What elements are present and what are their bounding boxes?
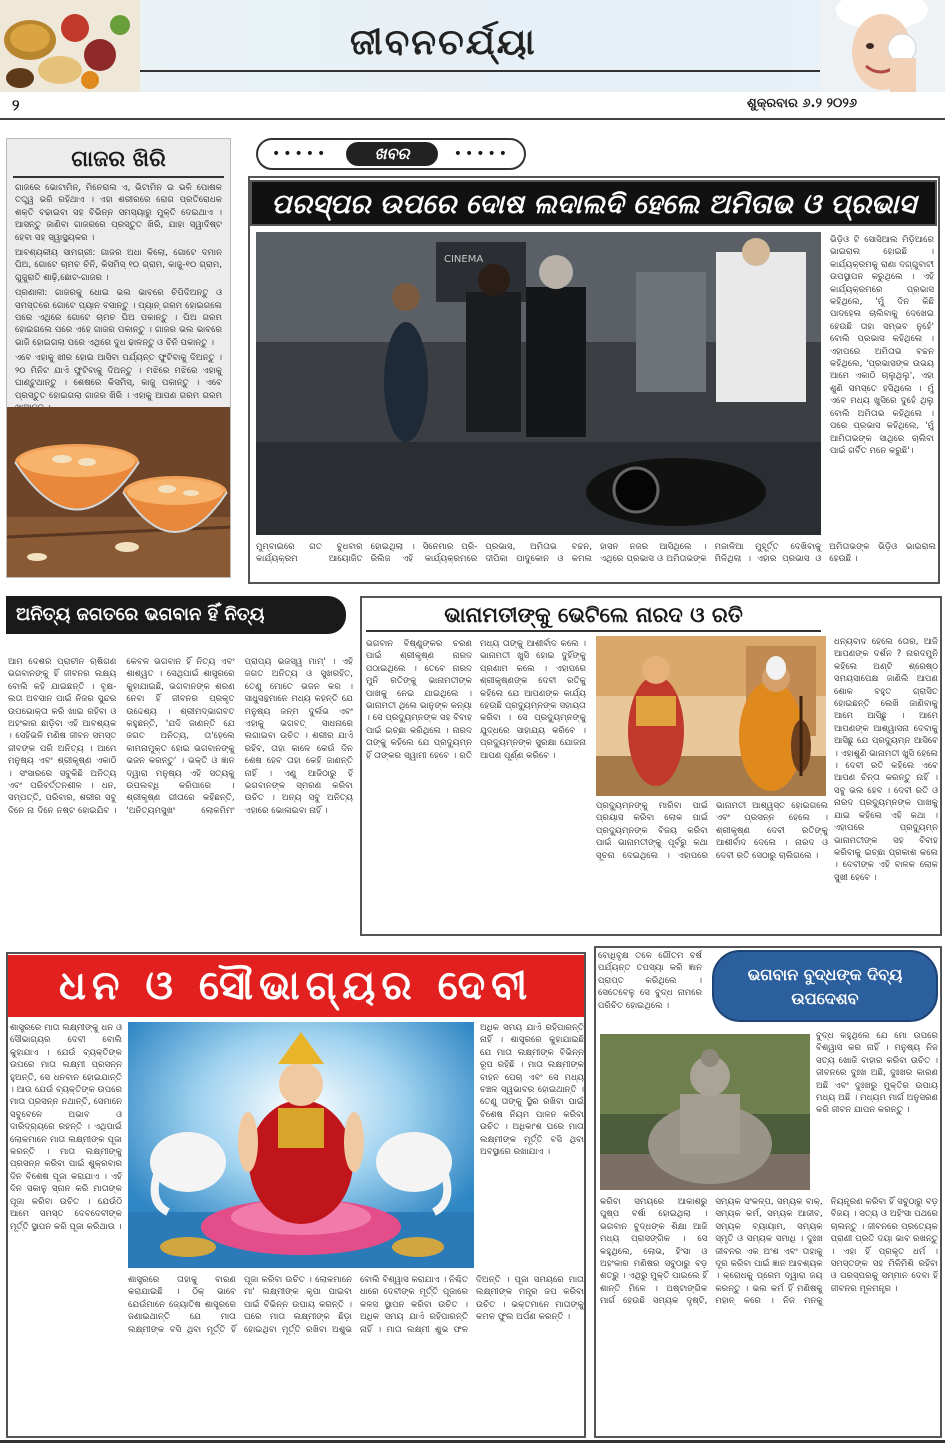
anitya-body: ଆମ ଦେଶର ପ୍ରାଚୀନ ଋଷିଗଣ ଭଗବାନଙ୍କୁ ହିଁ ଜୀବନର ଲକ୍ଷ୍ୟ ବୋଲି କହି ଯାଇଛନ୍ତି । ବୃକ୍ଷ-ଲତା ଅବସାନ ପାଇଁ ନିଜର ସୁନ୍ଦର ଉପଭୋକ୍ତା କରି ଖାଇ ରହିବା ଓ ଅହଂକାର ଛାଡ଼ିବା ଏହି ଆବଶ୍ୟକ । ସେହିଭଳି ମଣିଷ ଜୀବନ ସମସ୍ତ ଜୀବଙ୍କ ପରି ଅନିତ୍ୟ । ଆମେ ମନୁଷ୍ୟ ଏବଂ ଶ୍ରୀକୃଷ୍ଣ ଏକାଠି । ସଂସାରରେ ସବୁକିଛି ଅନିତ୍ୟ ଏବଂ ପରିବର୍ତ୍ତନଶୀଳ । ଧନ, ସମ୍ପତ୍ତି, ପରିବାର, ଶରୀର ସବୁ ଦିନେ ନା ଦିନେ ନଷ୍ଟ ହୋଇଯିବ । କେବଳ ଭଗବାନ ହିଁ ନିତ୍ୟ ଏବଂ ଶାଶ୍ୱତ । ସେଥିପାଇଁ ଶାସ୍ତ୍ରରେ କୁହାଯାଇଛି, ଭଗବାନଙ୍କ ଶରଣ ନେବା ହିଁ ଜୀବନର ପ୍ରକୃତ ଉଦ୍ଦେଶ୍ୟ । ଶ୍ରୀମଦ୍ଭାଗବତ କହୁଛନ୍ତି, 'ଯଦି ଜାଣନ୍ତି ଯେ ଜଗତ ଅନିତ୍ୟ, ତା'ହେଲେ କାମନାମୁକ୍ତ ହୋଇ ଭଗବାନଙ୍କୁ ଭଜନ କରନ୍ତୁ' । ଭକ୍ତି ଓ ଜ୍ଞାନ ଦ୍ୱାରା ମନୁଷ୍ୟ ଏହି ସତ୍ୟକୁ ଉପଲବ୍ଧି କରିପାରେ । ଶ୍ରୀକୃଷ୍ଣ ଗୀତାରେ କହିଛନ୍ତି, 'ଅନିତ୍ୟମସୁଖଂ ଲୋକମିମଂ ପ୍ରାପ୍ୟ ଭଜସ୍ୱ ମାମ୍' । ଏହି ଜଗତ ଅନିତ୍ୟ ଓ ସୁଖରହିତ, ତେଣୁ ମୋତେ ଭଜନ କର । ସାଧୁସନ୍ଥମାନେ ମଧ୍ୟ କହନ୍ତି ଯେ ମନୁଷ୍ୟ ଜନ୍ମ ଦୁର୍ଲଭ ଏବଂ ଏହାକୁ ଭଗବତ୍ ସାଧନାରେ ଲଗାଇବା ଉଚିତ । ଶରୀର ଯାଏଁ ରହିବ, ତାହା କାଳେ କେଉଁ ଦିନ ଶେଷ ହେବ ତାହା କେହି ଜାଣନ୍ତି ନାହିଁ । ଏଣୁ ଆଜିଠାରୁ ହିଁ ଭଗବାନଙ୍କ ସ୍ମରଣ କରିବା ଉଚିତ । ଅନ୍ୟ ସବୁ ଅନିତ୍ୟ ଏହାରେ ଭୋଳାଇବା ନାହିଁ ।	[8, 657, 353, 816]
khabar-right-column: ଭିଡ଼ିଓ ଟି ସୋସିଆଲ ମିଡ଼ିଆରେ ଭାଇରାଲ ହୋଇଛି । କାର୍ଯ୍ୟକ୍ରମକୁ ରାଣା ଦଗ୍ଗୁବାଟୀ ଉପସ୍ଥାପନ କରୁଥିଲେ । ଏହି କାର୍ଯ୍ୟକ୍ରମରେ ପ୍ରଭାସ କହିଥିଲେ, 'ମୁଁ ଦିନ କିଛି ପାଦହେଲ ଚାଲିବାକୁ ଦେଖେଇ ହେଉଛି ତାହା ସମ୍ଭବ ନୁହେଁ' ବୋଲି ପ୍ରଭାସ କହିଥିଲେ । ଏହାପରେ ଅମିତାଭ ବଚ୍ଚନ କହିଥିଲେ, 'ପ୍ରଭାସଙ୍କ ଉଭୟ ଆମେ ଏକାଠି ଚାଲୁଥିଲୁ', ଏହା ଶୁଣି ସମସ୍ତେ ହସିଥିଲେ । ମୁଁ ଏବେ ମଧ୍ୟ ଖୁସିରେ ଦୁହେଁ ଥିଲୁ ବୋଲି ଅମିତାଭ କହିଥିଲେ । ପରେ ପ୍ରଭାସ କହିଥିଲେ, 'ମୁଁ ଆମିତାଭଙ୍କ ସାଥିରେ ଚାଲିବା ପାଇଁ ଗର୍ବିତ ମନେ କରୁଛି'।	[830, 235, 934, 456]
header-food-image	[0, 0, 140, 92]
photo-banner-text: CINEMA	[444, 254, 484, 265]
dhana-left-column: ଶାସ୍ତ୍ରରେ ମାତା ଲକ୍ଷ୍ମୀଙ୍କୁ ଧନ ଓ ସୌଭାଗ୍ୟର ଦେବୀ ବୋଲି କୁହାଯାଏ । ଯେଉଁ ବ୍ୟକ୍ତିଙ୍କ ଉପରେ ମାତା ଲକ୍ଷ୍ମୀ ପ୍ରସନ୍ନ ହୁଅନ୍ତି, ସେ ଧନବାନ ହୋଇଯାନ୍ତି । ଆଉ ଯେଉଁ ବ୍ୟକ୍ତିଙ୍କ ଉପରେ ମାତା ପ୍ରସନ୍ନ ନଥାନ୍ତି, ସେମାନେ ସବୁବେଳେ ଅଭାବ ଓ ଦାରିଦ୍ର୍ୟରେ ରହନ୍ତି । ଏଥିପାଇଁ ଲୋକମାନେ ମାତା ଲକ୍ଷ୍ମୀଙ୍କ ପୂଜା କରନ୍ତି । ମାତା ଲକ୍ଷ୍ମୀଙ୍କୁ ପ୍ରସନ୍ନ କରିବା ପାଇଁ ଶୁକ୍ରବାର ଦିନ ବିଶେଷ ପୂଜା କରାଯାଏ । ଏହି ଦିନ ସକାଳୁ ସ୍ନାନ କରି ମାତାଙ୍କ ପୂଜା କରିବା ଉଚିତ । ଯେଉଁଠି ଆମେ ସମସ୍ତ ଦେବଦେବୀଙ୍କ ମୂର୍ତ୍ତି ସ୍ଥାପନ କରି ପୂଜା କରିଥାଉ ।	[10, 1023, 122, 1232]
bhanamati-title: ଭାନାମତୀଙ୍କୁ ଭେଟିଲେ ନାରଦ ଓ ରତି	[366, 598, 821, 632]
page-header	[0, 0, 945, 92]
gajar-para-2: ଆବଶ୍ୟକୀୟ ସାମଗ୍ରୀ: ଗାଜର ଅଧା କିଲୋ, ଗୋଟେ ଦମାନ ଘିଅ, ଗୋଟେ ଚାମଚ ଚିନି, କିସମିସ୍ ୧୦ ଗ୍ରାମ, କାଜୁ-୧୦ ଗ୍ରାମ, ଗୁଜୁରାତି ଶାଢ଼ି,ଛୋଟ-ଗାଜର ।	[15, 248, 222, 283]
bhanamati-mid-columns: ପ୍ରଦ୍ୟୁମ୍ନଙ୍କୁ ମାରିବା ପାଇଁ ପ୍ରୟାସ କରିବା ଲୋକ ପାଇଁ ପ୍ରଦ୍ୟୁମ୍ନଙ୍କ ବିଜୟ କରିବା ପାଇଁ ଭାନାମତୀଙ୍କୁ ପୂର୍ବରୁ କଥା ସୂଚନା ଦେଇଥିଲେ । ଏହାପରେ ଭାନାମତୀ ଆଶ୍ୱସ୍ତ ହୋଇଗଲେ ଏବଂ ପ୍ରସନ୍ନ ହେଲେ । ଶ୍ରୀକୃଷ୍ଣ ଦେବୀ ରତିଙ୍କୁ ଆଶୀର୍ବାଦ ଦେଲେ । ନାରଦ ଓ ଦେବୀ ରତି ସେଠାରୁ ଚାଲିଗଲେ ।	[596, 801, 828, 861]
khabar-dots-left: •••••	[272, 146, 329, 162]
page-date: ଶୁକ୍ରବାର ୬.୨ ୨୦୨୬	[747, 96, 857, 111]
khabar-label: ଖବର	[346, 142, 438, 166]
gajar-title: ଗାଜର ଖିରି	[13, 139, 224, 178]
buddha-bottom-columns: କରିବା ସମୟରେ ଆକାଶରୁ ପୁଷ୍ପ ବର୍ଷା ହୋଇଥିଲା । ଭଗବାନ ବୁଦ୍ଧଙ୍କ ଶିକ୍ଷା ଆଜି ମଧ୍ୟ ପ୍ରାସଙ୍ଗିକ । ସେ କହୁଥିଲେ, ଲୋଭ, ହିଂସା ଓ ଅହଂକାର ମଣିଷର ସବୁଠାରୁ ବଡ଼ ଶତ୍ରୁ । ଏଥିରୁ ମୁକ୍ତି ପାଇଲେ ହିଁ ଶାନ୍ତି ମିଳେ । ଅଷ୍ଟାଙ୍ଗିକ ମାର୍ଗ ହେଉଛି ସମ୍ୟକ ଦୃଷ୍ଟି, ସମ୍ୟକ ସଂକଳ୍ପ, ସମ୍ୟକ ବାକ୍, ସମ୍ୟକ କର୍ମ, ସମ୍ୟକ ଆଜୀବ, ସମ୍ୟକ ବ୍ୟାୟାମ, ସମ୍ୟକ ସ୍ମୃତି ଓ ସମ୍ୟକ ସମାଧି । ଦୁଃଖ ଜୀବନର ଏକ ଅଂଶ ଏବଂ ତାହାକୁ ଦୂର କରିବା ପାଇଁ ଜ୍ଞାନ ଆବଶ୍ୟକ । କ୍ରୋଧକୁ ପ୍ରେମ ଦ୍ୱାରା ଜୟ କରନ୍ତୁ । ଭଲ କର୍ମ ହିଁ ମଣିଷକୁ ମହାନ୍ କରେ । ନିଜ ମନକୁ ନିୟନ୍ତ୍ରଣ କରିବା ହିଁ ସବୁଠାରୁ ବଡ଼ ବିଜୟ । ସତ୍ୟ ଓ ଅହିଂସା ପଥରେ ଚାଲନ୍ତୁ । ଜୀବନରେ ପ୍ରତ୍ୟେକ ପ୍ରାଣୀ ପ୍ରତି ଦୟା ଭାବ ରଖନ୍ତୁ । ଏହା ହିଁ ପ୍ରକୃତ ଧର୍ମ । ସମସ୍ତଙ୍କ ସହ ମିଳିମିଶି ରହିବା ଓ ପରସ୍ପରକୁ ସମ୍ମାନ ଦେବା ହିଁ ଜୀବନର ମୂଳମନ୍ତ୍ର ।	[600, 1197, 938, 1307]
top-divider	[0, 118, 945, 120]
dhana-right-column: ଅଧିକ ସମୟ ଯାଏଁ ରହିପାରନ୍ତି ନାହିଁ । ଶାସ୍ତ୍ରରେ କୁହାଯାଇଛି ଯେ ମାତା ଲକ୍ଷ୍ମୀଙ୍କ ବିଭିନ୍ନ ରୂପ ରହିଛି । ମାତା ଲକ୍ଷ୍ମୀଙ୍କ ବାହନ ପେଚା ଏବଂ ସେ ମଧ୍ୟ ଚଞ୍ଚଳ ସ୍ୱଭାବର ହୋଇଥାନ୍ତି । ତେଣୁ ତାଙ୍କୁ ସ୍ଥିର ରଖିବା ପାଇଁ ବିଶେଷ ନିୟମ ପାଳନ କରିବା ଉଚିତ । ଅଧିକାଂଶ ଘରେ ମାତା ଲକ୍ଷ୍ମୀଙ୍କ ମୂର୍ତ୍ତି ବସି ଥିବା ଅବସ୍ଥାରେ ରଖାଯାଏ ।	[480, 1023, 584, 1158]
buddha-top-column: ବୋଧିବୃକ୍ଷ ତଳେ ଗୌତମ ବର୍ଷ ପର୍ଯ୍ୟନ୍ତ ତପସ୍ୟା କରି ଜ୍ଞାନ ପ୍ରାପ୍ତ କରିଥିଲେ । ସେତେବେଳୁ ସେ ବୁଦ୍ଧ ନାମରେ ପରିଚିତ ହୋଇଥିଲେ ।	[598, 951, 702, 1011]
dhana-title: ଧନ ଓ ସୌଭାଗ୍ୟର ଦେବୀ	[8, 955, 584, 1017]
gajar-kheeri-article	[6, 138, 231, 578]
gajar-para-3: ପ୍ରଣାଳୀ: ଗାଜରକୁ ଧୋଇ ଭଲ ଭାବରେ ଚିପିଦିଅନ୍ତୁ ଓ ସମସ୍ତରେ ଗୋଟେ ପ୍ୟାନ ବସାନ୍ତୁ । ପ୍ୟାନ୍ ଗରମ ହୋଇଗଲେ ପରେ ଏଥିରେ ଗୋଟେ ଚାମଚ ଘିଅ ପକାନ୍ତୁ । ଘିଅ ଗରମ ହୋଇଗଲେ ପରେ ଏହେ ଗାଜର ପକାନ୍ତୁ । ଗାଜର ଭଲ ଭାବରେ ଭାଜି ହୋଇଗଲା ପରେ ଏଥିରେ ଦୁଧ ଢାଳନ୍ତୁ ଓ ଚିନି ପକାନ୍ତୁ ।	[15, 288, 222, 348]
page-title: ଜୀବନଚର୍ଯ୍ୟା	[350, 22, 537, 63]
khabar-bottom-text: ମୁମ୍ବାଇରେ ଗତ ବୁଧବାର କାର୍ଯ୍ୟକ୍ରମ ଆୟୋଜିତ ହୋଇଥିଲା । ସିନେମାର ପ୍ରି-ରିଲିଜ ଏହି କାର୍ଯ୍ୟକ୍ରମରେ ପ୍ରଭାସ, ଅମିତାଭ ବଚ୍ଚନ, ଦୀପିକା ପାଦୁକୋନ ଓ କମଲ ହାସନ ନଜର ଆସିଥିଲେ । ଏଥିରେ ପ୍ରଭାସ ଓ ଅମିତାଭଙ୍କ ମଜାଳିଆ ମୁହୂର୍ତ୍ତ ଦେଖିବାକୁ ମିଳିଥିଲା । ଏହାର ପ୍ରଭାସ ଓ ଅମିତାଭଙ୍କ ଭିଡ଼ିଓ ଭାଇରାଲ ହେଉଛି ।	[256, 542, 936, 565]
lakshmi-image	[128, 1022, 474, 1268]
buddha-statue-photo	[600, 1034, 810, 1190]
bottom-divider	[0, 1440, 945, 1443]
gajar-body	[7, 178, 230, 434]
amitabh-prabhas-photo	[256, 232, 821, 535]
narad-rati-painting	[596, 636, 826, 796]
khabar-dots-right: •••••	[453, 146, 510, 162]
buddha-right-column: ବୁଦ୍ଧ କହୁଥିଲେ ଯେ ମୋ ଉପରେ ବିଶ୍ୱାସ କର ନାହିଁ । ମନୁଷ୍ୟ ନିଜ ସତ୍ୟ ଖୋଜି ବାହାର କରିବା ଉଚିତ । ଜୀବନରେ ଦୁଃଖ ଅଛି, ଦୁଃଖର କାରଣ ଅଛି ଏବଂ ଦୁଃଖରୁ ମୁକ୍ତିର ଉପାୟ ମଧ୍ୟ ଅଛି । ମଧ୍ୟମ ମାର୍ଗ ଅନୁସରଣ କରି ଜୀବନ ଯାପନ କରନ୍ତୁ ।	[816, 1031, 938, 1116]
gajar-para-4: ଏବେ ଏହାକୁ ଖୀର ହୋଇ ଆସିବା ପର୍ଯ୍ୟନ୍ତ ଫୁଟିବାକୁ ଦିଅନ୍ତୁ । ୨୦ ମିନିଟ ଯାଏଁ ଫୁଟିବାକୁ ଦିଅନ୍ତୁ । ମଝିରେ ମଝିରେ ଏହାକୁ ଘାଣ୍ଟୁଥାନ୍ତୁ । ଶେଷରେ କିସମିସ୍, କାଜୁ ପକାନ୍ତୁ । ଏବେ ପ୍ରସ୍ତୁତ ହୋଇଗଲା ଗାଜର ଖିରି । ଏହାକୁ ଆପଣ ଗରମ ଗରମ	[15, 353, 222, 401]
buddha-title: ଭଗବାନ ବୁଦ୍ଧଙ୍କ ଦିବ୍ୟ ଉପଦେଶବ	[712, 950, 938, 1022]
header-divider	[140, 70, 830, 72]
kheeri-photo	[7, 407, 231, 577]
page-number: ୨	[12, 96, 20, 114]
dhana-bottom-columns: ଶାସ୍ତ୍ରରେ ତାହାକୁ ବାରଣ କରାଯାଇଛି । ଠିକ୍ ଭାବେ ଯେଉଁମାନେ ଜ୍ୟୋତିଷ ଶାସ୍ତ୍ରରେ ଜଣାଇଥାନ୍ତି ଯେ ମାତା ଲକ୍ଷ୍ମୀଙ୍କ ବସି ଥିବା ମୂର୍ତ୍ତି ହିଁ ପୂଜା କରିବା ଉଚିତ । ଲୋକମାନେ ମା' ଲକ୍ଷ୍ମୀଙ୍କ କୃପା ପାଇବା ପାଇଁ ବିଭିନ୍ନ ଉପାୟ କରନ୍ତି । ଘରେ ମାତା ଲକ୍ଷ୍ମୀଙ୍କ ଛିଡ଼ା ହୋଇଥିବା ମୂର୍ତ୍ତି ରଖିବା ଅଶୁଭ ବୋଲି ବିଶ୍ୱାସ କରାଯାଏ । ନିଶ୍ଚିତ ଧାରେ ଦେବୀଙ୍କ ମୂର୍ତ୍ତି ପୂଜାରେ କଳସ ସ୍ଥାପନ କରିବା ଉଚିତ । ଅଧିକ ସମୟ ଯାଏଁ ରହିପାରନ୍ତି ନାହିଁ । ମାତା ଲକ୍ଷ୍ମୀ ଶୁଭ ଫଳ ଦିଅନ୍ତି । ପୂଜା ସମୟରେ ମାତା ଲକ୍ଷ୍ମୀଙ୍କ ମନ୍ତ୍ର ଜପ କରିବା ଉଚିତ । ଭକ୍ତମାନେ ମାତାଙ୍କୁ କମଳ ଫୁଲ ଅର୍ପଣ କରନ୍ତି ।	[128, 1275, 584, 1335]
bhanamati-right-column: ଧନ୍ୟବାଦ ହେଲେ ତୋର, ଆଜି ଆପଣଙ୍କ ଦର୍ଶନ ? ନାରଦମୁନି କହିଲେ ଅଣ୍ଟି ଶ୍ରେଷ୍ଠ ସମୟସାପେକ୍ଷ ଜାଣିଲି ଆପଣ ଶୋକ ବହୁତ ଗ୍ରାସିତ ହୋଇଛନ୍ତି ଲେଖି ଜାଣିବାକୁ ଆମେ ଆସିଛୁ । ଆମେ ଆପଣଙ୍କ ଆଶ୍ୱାସନା ଦେବାକୁ ଆସିଛୁ ଯେ ପ୍ରଦ୍ୟୁମ୍ନ ଆସିବେ । ଏହାଶୁଣି ଭାନାମତୀ ଖୁସି ହେଲେ । ଦେବୀ ରତି କହିଲେ ଏବେ ଆପଣ ଚିନ୍ତା କରନ୍ତୁ ନାହିଁ । ସବୁ ଭଲ ହେବ । ଦେବୀ ରତି ଓ ନାରଦ ପ୍ରଦ୍ୟୁମ୍ନଙ୍କ ପାଖକୁ ଯାଇ କହିଲେ ଏହି କଥା । ଏହାପରେ ପ୍ରଦ୍ୟୁମ୍ନ ଭାନାମତୀଙ୍କ ସହ ବିବାହ କରିବାକୁ ଇଚ୍ଛା ପ୍ରକାଶ କଲେ । ଦେବୀଙ୍କ ଏହି ବାଳକ ଲୋକ ସୁଖୀ ହେବେ ।	[834, 637, 938, 883]
anitya-title: ଅନିତ୍ୟ ଜଗତରେ ଭଗବାନ ହିଁ ନିତ୍ୟ	[6, 596, 346, 634]
khabar-headline: ପରସ୍ପର ଉପରେ ଦୋଷ ଲଦାଲଦି ହେଲେ ଅମିତାଭ ଓ ପ୍ରଭାସ	[250, 180, 937, 226]
gajar-para-1: ଗାଜରେ ଭୋଟାମିନ୍, ମିନେରାଲ ଏ, ଭିଟାମିନ ଇ ଭଳି ପୋଷକ ତତ୍ତ୍ୱ ଭରି ରହିଥାଏ । ଏହା ଶରୀରରେ ରୋଗ ପ୍ରତିରୋଧକ ଶକ୍ତି ବଢାଇବା ସହ ବିଭିନ୍ନ ସମସ୍ୟାରୁ ମୁକ୍ତି ଦେଇଥାଏ । ଆସନ୍ତୁ ଜାଣିବା ଗାଜରରେ ପ୍ରସ୍ତୁତ ଖିରି, ଯାହା ସ୍ୱାଦିଷ୍ଟ ହେବା ସହ ସ୍ୱାସ୍ଥ୍ୟକର ।	[15, 183, 222, 243]
header-face-image	[820, 0, 945, 92]
khabar-section-tag	[256, 138, 526, 170]
bhanamati-left-columns: ଭଗବାନ ବିଷ୍ଣୁଙ୍କର ଚରଣ ପାଇଁ ଶ୍ରୀକୃଷ୍ଣ ନାରଦ ପଠାଇଥିଲେ । ତେବେ ନାରଦ ମୁନି ରତିଙ୍କୁ ଭାନାମତୀଙ୍କ ପାଖକୁ ନେଇ ଯାଇଥିଲେ । ଭାନାମତୀ ଥିଲେ ଭାନୁଙ୍କ କନ୍ୟା । ସେ ପ୍ରଦ୍ୟୁମ୍ନଙ୍କ ସହ ବିବାହ ପାଇଁ ଇଚ୍ଛା କରିଥିଲେ । ନାରଦ ତାଙ୍କୁ କହିଲେ ଯେ ପ୍ରଦ୍ୟୁମ୍ନ ହିଁ ତାଙ୍କର ସ୍ୱାମୀ ହେବେ । ରତି ମଧ୍ୟ ତାଙ୍କୁ ଆଶୀର୍ବାଦ କଲେ । ଭାନାମତୀ ଖୁସି ହୋଇ ଦୁହିଁଙ୍କୁ ପ୍ରଣାମ କଲେ । ଏହାପରେ ଶ୍ରୀକୃଷ୍ଣଙ୍କ ଦେବୀ ରତିକୁ କହିଲେ ଯେ ଆପଣଙ୍କ କାର୍ଯ୍ୟ ହେଉଛି ପ୍ରଦ୍ୟୁମ୍ନଙ୍କ ସହାୟତା କରିବା । ସେ ପ୍ରଦ୍ୟୁମ୍ନଙ୍କୁ ଯୁଦ୍ଧରେ ସାହାଯ୍ୟ କରିବେ । ପ୍ରଦ୍ୟୁମ୍ନଙ୍କ ସୁରକ୍ଷା ଯୋଜନା ଆପଣ ପୂର୍ଣ୍ଣ କରିବେ ।	[366, 639, 586, 761]
